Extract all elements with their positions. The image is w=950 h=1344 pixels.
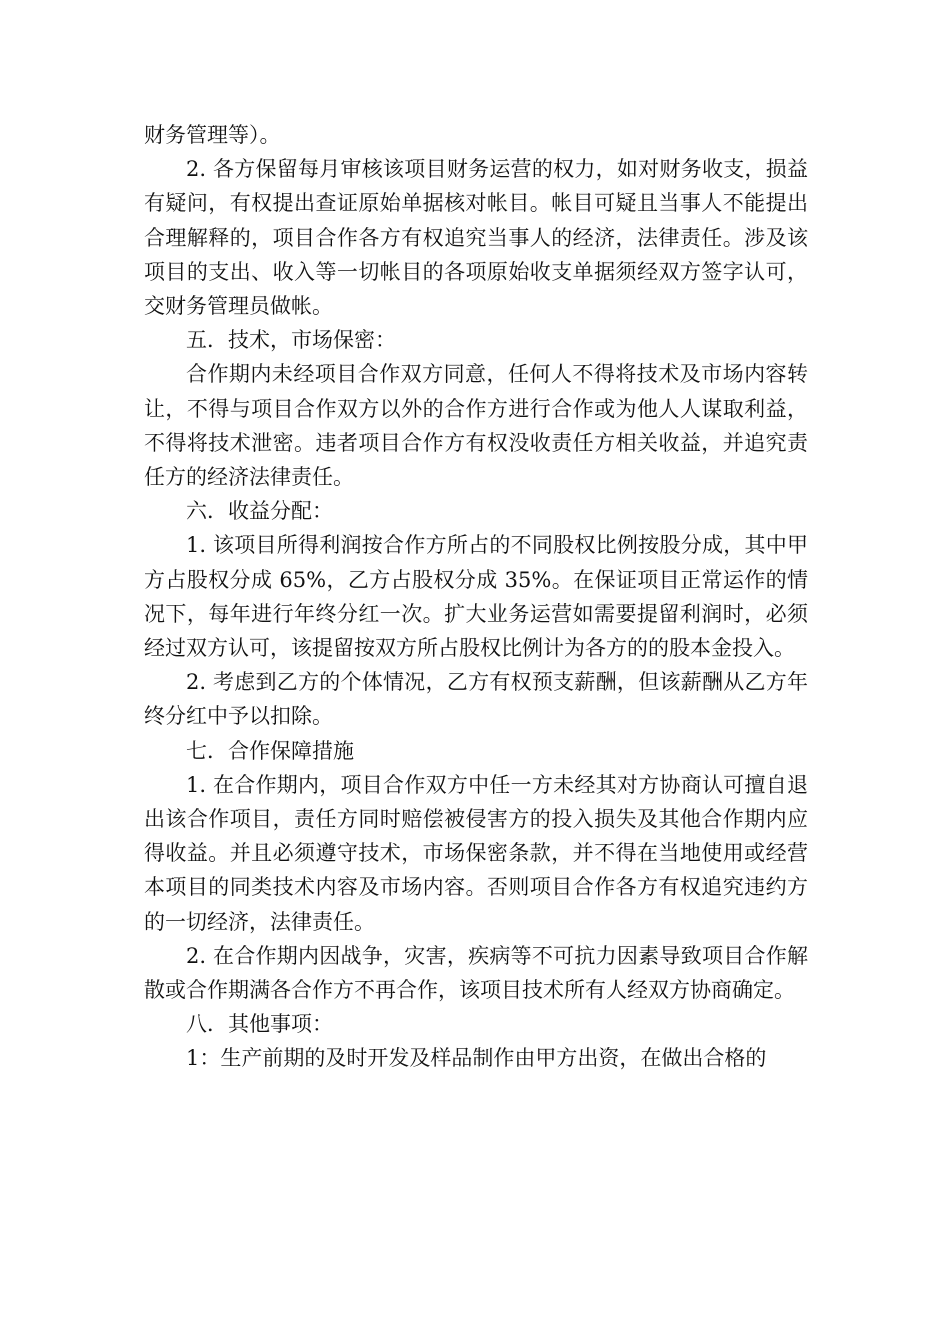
paragraph-profit-share: 1. 该项目所得利润按合作方所占的不同股权比例按股分成，其中甲方占股权分成 65%，乙方占股权分成 35%。在保证项目正常运作的情况下，每年进行年终分红一次。扩大业务运营如需要提留利润时，必须经过双方认可，该提留按双方所占股权比例计为各方的的股本金投入。 (144, 533, 808, 661)
paragraph-audit-rights: 2. 各方保留每月审核该项目财务运营的权力，如对财务收支，损益有疑问，有权提出查证原始单据核对帐目。帐目可疑且当事人不能提出合理解释的，项目合作各方有权追究当事人的经济，法律责任。涉及该项目的支出、收入等一切帐目的各项原始收支单据须经双方签字认可，交财务管理员做帐。 (144, 157, 808, 319)
paragraph-withdrawal-penalty: 1. 在合作期内，项目合作双方中任一方未经其对方协商认可擅自退出该合作项目，责任方同时赔偿被侵害方的投入损失及其他合作期内应得收益。并且必须遵守技术，市场保密条款，并不得在当地使用或经营本项目的同类技术内容及市场内容。否则项目合作各方有权追究违约方的一切经济，法律责任。 (144, 772, 808, 934)
paragraph-other-matters-1: 1：生产前期的及时开发及样品制作由甲方出资，在做出合格的 (186, 1046, 767, 1071)
section-heading-profit-distribution: 六．收益分配： (186, 499, 333, 524)
paragraph-continuation: 财务管理等）。 (144, 123, 281, 147)
paragraph-salary-advance: 2. 考虑到乙方的个体情况，乙方有权预支薪酬，但该薪酬从乙方年终分红中予以扣除。 (144, 670, 808, 729)
section-heading-safeguards: 七．合作保障措施 (186, 738, 354, 763)
paragraph-force-majeure: 2. 在合作期内因战争，灾害，疾病等不可抗力因素导致项目合作解散或合作期满各合作方不再合作，该项目技术所有人经双方协商确定。 (144, 943, 808, 1003)
document-body (144, 118, 808, 1076)
section-heading-other-matters: 八．其他事项： (186, 1012, 333, 1037)
paragraph-confidentiality: 合作期内未经项目合作双方同意，任何人不得将技术及市场内容转让，不得与项目合作双方以外的合作方进行合作或为他人人谋取利益，不得将技术泄密。违者项目合作方有权没收责任方相关收益，并追究责任方的经济法律责任。 (144, 362, 808, 490)
section-heading-confidentiality: 五．技术，市场保密： (186, 328, 396, 353)
